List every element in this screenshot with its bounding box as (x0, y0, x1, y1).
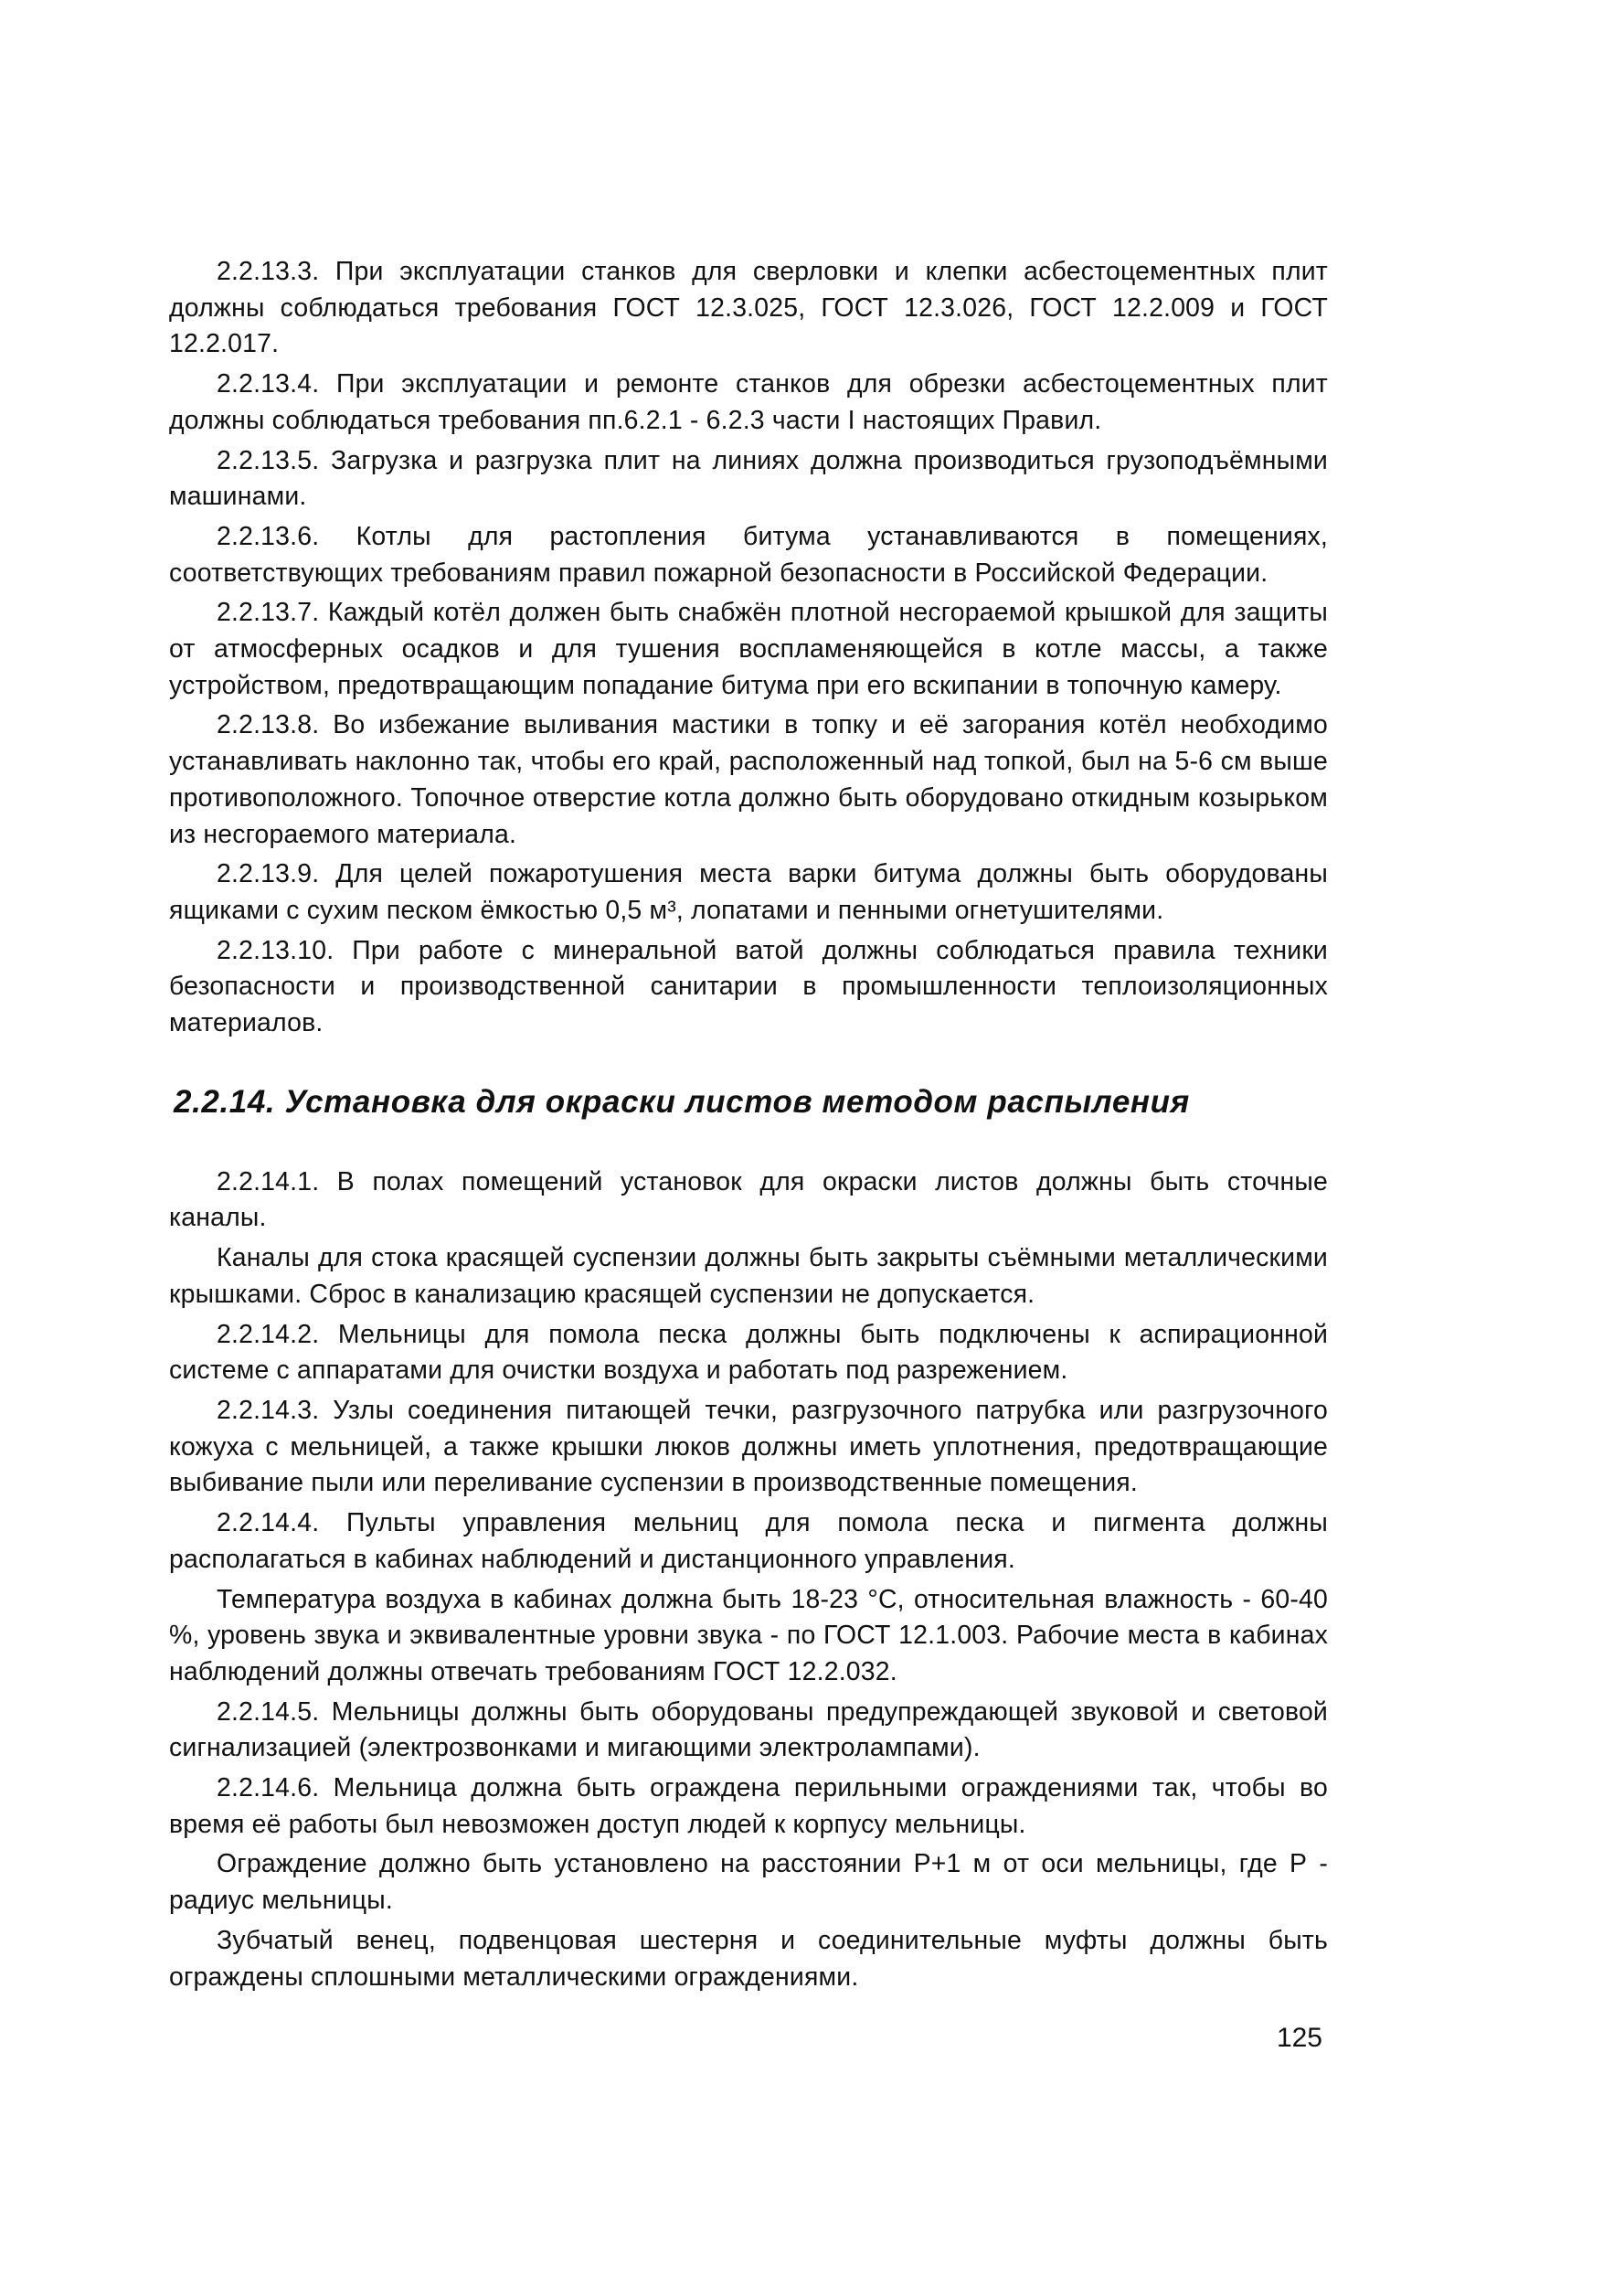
paragraph-2-2-14-4: 2.2.14.4. Пульты управления мельниц для помола песка и пигмента должны располагаться в кабинах наблюдений и дистанционного управления. (169, 1508, 1328, 1574)
paragraph-2-2-14-3: 2.2.14.3. Узлы соединения питающей течки, разгрузочного патрубка или разгрузочного кожуха с мельницей, а также крышки люков должны иметь уплотнения, предотвращающие выбивание пыли или переливание суспензии в производственные помещения. (169, 1395, 1328, 1498)
paragraph-2-2-14-5: 2.2.14.5. Мельницы должны быть оборудованы предупреждающей звуковой и световой сигнализацией (электрозвонками и мигающими электролампами). (169, 1696, 1328, 1763)
section-2-2-13-continued (169, 254, 1328, 1042)
paragraph-2-2-14-1: 2.2.14.1. В полах помещений установок для окраски листов должны быть сточные каналы. (169, 1166, 1328, 1233)
paragraph-drain-channels: Каналы для стока красящей суспензии должны быть закрыты съёмными металлическими крышками. Сброс в канализацию красящей суспензии не допускается. (169, 1243, 1328, 1309)
paragraph-2-2-13-10: 2.2.13.10. При работе с минеральной ватой должны соблюдаться правила техники безопасности и производственной санитарии в промышленности теплоизоляционных материалов. (169, 935, 1328, 1038)
section-2-2-14 (169, 1164, 1328, 1995)
section-heading: 2.2.14. Установка для окраски листов методом распыления (174, 1083, 1190, 1120)
paragraph-gear-guards: Зубчатый венец, подвенцовая шестерня и соединительные муфты должны быть ограждены сплошными металлическими ограждениями. (169, 1925, 1328, 1992)
paragraph-2-2-13-7: 2.2.13.7. Каждый котёл должен быть снабжён плотной несгораемой крышкой для защиты от атмосферных осадков и для тушения воспламеняющейся в котле массы, а также устройством, предотвращающим попадание битума при его вскипании в топочную камеру. (169, 598, 1328, 700)
paragraph-2-2-13-5: 2.2.13.5. Загрузка и разгрузка плит на линиях должна производиться грузоподъёмными машинами. (169, 445, 1328, 512)
paragraph-cabin-climate: Температура воздуха в кабинах должна быть 18-23 °С, относительная влажность - 60-40 %, уровень звука и эквивалентные уровни звука - по ГОСТ 12.1.003. Рабочие места в кабинах наблюдений должны отвечать требованиям ГОСТ 12.2.032. (169, 1584, 1328, 1686)
paragraph-2-2-13-9: 2.2.13.9. Для целей пожаротушения места варки битума должны быть оборудованы ящиками с сухим песком ёмкостью 0,5 м³, лопатами и пенными огнетушителями. (169, 859, 1328, 925)
paragraph-2-2-13-6: 2.2.13.6. Котлы для растопления битума устанавливаются в помещениях, соответствующих требованиям правил пожарной безопасности в Российской Федерации. (169, 521, 1328, 588)
paragraph-fence-distance: Ограждение должно быть установлено на расстоянии Р+1 м от оси мельницы, где Р - радиус мельницы. (169, 1849, 1328, 1916)
paragraph-2-2-13-8: 2.2.13.8. Во избежание выливания мастики в топку и её загорания котёл необходимо устанавливать наклонно так, чтобы его край, расположенный над топкой, был на 5-6 см выше противоположного. Топочное отверстие котла должно быть оборудовано откидным козырьком из несгораемого материала. (169, 710, 1328, 849)
paragraph-2-2-13-4: 2.2.13.4. При эксплуатации и ремонте станков для обрезки асбестоцементных плит должны соблюдаться требования пп.6.2.1 - 6.2.3 части I настоящих Правил. (169, 369, 1328, 435)
page-body (169, 254, 1328, 1999)
paragraph-2-2-14-2: 2.2.14.2. Мельницы для помола песка должны быть подключены к аспирационной системе с аппаратами для очистки воздуха и работать под разрежением. (169, 1319, 1328, 1386)
page-number: 125 (1276, 2023, 1322, 2053)
paragraph-2-2-14-6: 2.2.14.6. Мельница должна быть ограждена перильными ограждениями так, чтобы во время её работы был невозможен доступ людей к корпусу мельницы. (169, 1773, 1328, 1839)
paragraph-2-2-13-3: 2.2.13.3. При эксплуатации станков для сверловки и клепки асбестоцементных плит должны соблюдаться требования ГОСТ 12.3.025, ГОСТ 12.3.026, ГОСТ 12.2.009 и ГОСТ 12.2.017. (169, 257, 1328, 359)
